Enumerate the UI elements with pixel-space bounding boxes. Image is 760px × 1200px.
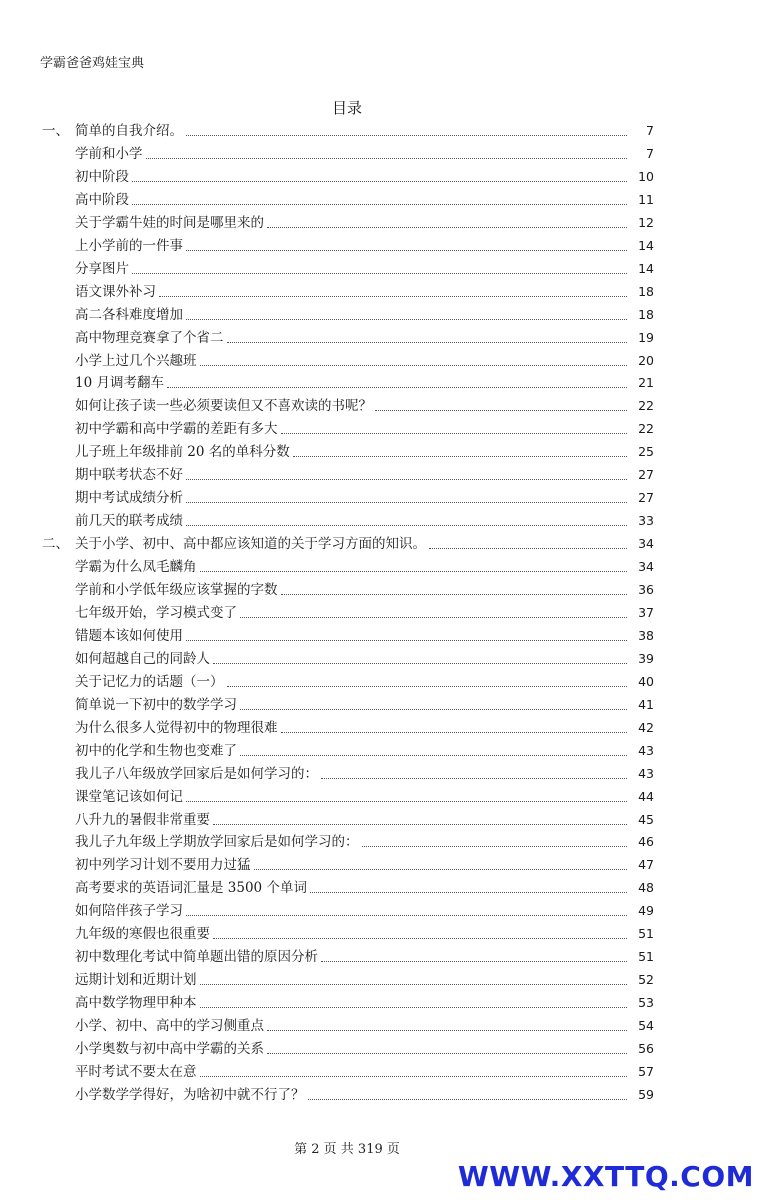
toc-entry-title: 高中阶段 [75,191,129,208]
toc-dot-leader [132,204,627,205]
toc-entry-page: 27 [638,490,654,506]
toc-entry-title: 初中学霸和高中学霸的差距有多大 [75,421,278,438]
toc-dot-leader [267,227,627,228]
toc-entry-page: 34 [638,536,654,552]
toc-entry-title: 八升九的暑假非常重要 [75,811,210,828]
toc-entry[interactable] [75,167,654,187]
toc-entry-page: 21 [638,375,654,391]
toc-entry-page: 36 [638,582,654,597]
toc-dot-leader [146,158,628,159]
toc-entry-page: 49 [638,903,654,919]
toc-entry[interactable] [75,718,654,738]
toc-entry[interactable] [75,580,654,600]
toc-entry[interactable] [75,787,654,807]
toc-entry-page: 48 [638,880,654,896]
toc-entry[interactable] [75,1016,654,1036]
toc-entry-title: 期中联考状态不好 [75,467,183,484]
toc-entry-page: 12 [638,214,654,230]
toc-entry[interactable] [75,396,654,416]
toc-entry-page: 51 [638,949,654,965]
toc-entry-page: 43 [638,765,654,781]
toc-entry-page: 33 [638,513,654,529]
toc-dot-leader [240,709,627,710]
toc-entry[interactable] [75,259,654,279]
toc-entry[interactable] [75,419,654,439]
toc-entry-page: 34 [638,559,654,575]
toc-entry-title: 小学数学学得好，为啥初中就不行了？ [75,1086,305,1103]
toc-dot-leader [200,365,628,366]
toc-entry-page: 37 [638,604,654,620]
toc-entry-title: 错题本该如何使用 [75,627,183,644]
toc-dot-leader [186,250,627,251]
toc-entry[interactable] [75,465,654,485]
toc-entry-page: 46 [638,834,654,850]
toc-dot-leader [186,135,627,136]
toc-dot-leader [213,663,627,664]
toc-entry[interactable] [75,190,654,210]
toc-entry[interactable] [75,442,654,462]
toc-entry-title: 如何让孩子读一些必须要读但又不喜欢读的书呢？ [75,398,372,415]
toc-entry-page: 47 [638,857,654,873]
toc-entry[interactable] [42,534,654,554]
toc-entry[interactable] [75,1062,654,1082]
toc-entry[interactable] [75,993,654,1013]
toc-entry-title: 初中列学习计划不要用力过猛 [75,857,251,874]
toc-entry-page: 11 [638,191,654,207]
toc-entry[interactable] [75,488,654,508]
toc-entry-page: 45 [638,811,654,827]
toc-dot-leader [186,915,627,916]
toc-entry[interactable] [75,373,654,393]
toc-entry-title: 学前和小学 [75,145,143,162]
toc-dot-leader [267,1053,627,1054]
toc-dot-leader [186,801,627,802]
toc-entry-page: 7 [646,145,654,161]
toc-entry-page: 41 [638,696,654,712]
toc-entry-page: 20 [638,352,654,368]
toc-entry[interactable] [75,328,654,348]
toc-entry-title: 为什么很多人觉得初中的物理很难 [75,719,278,736]
toc-dot-leader [321,778,627,779]
toc-entry-page: 22 [638,398,654,414]
toc-entry-page: 38 [638,627,654,643]
toc-entry-page: 27 [638,467,654,483]
toc-entry[interactable] [75,832,654,852]
toc-entry[interactable] [75,1085,654,1105]
toc-entry[interactable] [75,855,654,875]
toc-entry-page: 18 [638,283,654,299]
toc-entry[interactable] [75,741,654,761]
toc-entry[interactable] [75,305,654,325]
toc-entry[interactable] [75,1039,654,1059]
toc-entry-page: 44 [638,788,654,804]
toc-entry-title: 学霸为什么凤毛麟角 [75,559,197,576]
toc-entry-number: 二、 [42,536,69,553]
toc-entry-title: 平时考试不要太在意 [75,1063,197,1080]
toc-entry-page: 54 [638,1018,654,1034]
toc-entry-page: 40 [638,673,654,689]
toc-dot-leader [186,525,627,526]
toc-dot-leader [200,984,628,985]
toc-dot-leader [186,640,627,641]
toc-entry-page: 53 [638,995,654,1011]
header-title: 学霸爸爸鸡娃宝典 [40,56,145,71]
toc-entry-title: 小学、初中、高中的学习侧重点 [75,1018,264,1035]
toc-entry-title: 课堂笔记该如何记 [75,788,183,805]
toc-entry-title: 关于小学、初中、高中都应该知道的关于学习方面的知识。 [75,536,426,553]
toc-dot-leader [200,571,628,572]
toc-entry[interactable] [75,626,654,646]
toc-dot-leader [132,273,627,274]
toc-entry-title: 高二各科难度增加 [75,306,183,323]
toc-entry-page: 43 [638,742,654,758]
toc-entry[interactable] [75,970,654,990]
toc-dot-leader [429,548,627,549]
toc-dot-leader [293,456,627,457]
toc-entry[interactable] [75,282,654,302]
toc-dot-leader [200,1076,628,1077]
toc-entry-page: 51 [638,926,654,942]
toc-dot-leader [362,846,628,847]
toc-entry-page: 59 [638,1086,654,1102]
toc-dot-leader [200,1007,628,1008]
toc-entry[interactable] [75,695,654,715]
toc-dot-leader [308,1099,628,1100]
toc-dot-leader [159,296,627,297]
toc-entry-title: 学前和小学低年级应该掌握的字数 [75,582,278,598]
toc-entry[interactable] [75,213,654,233]
toc-entry[interactable] [75,901,654,921]
toc-entry-page: 42 [638,719,654,735]
toc-entry-title: 小学上过几个兴趣班 [75,352,197,369]
toc-dot-leader [227,342,628,343]
toc-entry-page: 18 [638,306,654,322]
toc-entry-title: 关于学霸牛娃的时间是哪里来的 [75,214,264,231]
toc-entry-title: 如何陪伴孩子学习 [75,903,183,920]
toc-dot-leader [132,181,627,182]
toc-title: 目录 [331,99,362,117]
toc-dot-leader [281,433,628,434]
toc-entry[interactable] [75,144,654,164]
toc-dot-leader [240,755,627,756]
toc-entry-title: 上小学前的一件事 [75,237,183,254]
toc-entry[interactable] [75,351,654,371]
toc-entry-title: 初中数理化考试中简单题出错的原因分析 [75,949,318,966]
toc-entry-title: 高中数学物理甲种本 [75,995,197,1012]
toc-entry-title: 儿子班上年级排前 20 名的单科分数 [75,444,290,461]
toc-dot-leader [227,686,628,687]
toc-entry[interactable] [75,947,654,967]
toc-entry-page: 22 [638,421,654,437]
toc-dot-leader [213,938,627,939]
watermark: WWW.XXTTQ.COM [457,1160,754,1193]
toc-dot-leader [267,1030,627,1031]
toc-entry[interactable] [75,511,654,531]
toc-entry[interactable] [75,878,654,898]
toc-dot-leader [254,869,628,870]
toc-dot-leader [167,387,627,388]
toc-entry-page: 7 [646,123,654,138]
footer-page-number: 第 2 页 共 319 页 [294,1142,400,1157]
toc-entry-page: 10 [638,168,654,184]
toc-entry-page: 25 [638,444,654,460]
toc-entry-title: 七年级开始，学习模式变了 [75,604,237,621]
toc-dot-leader [186,479,627,480]
toc-entry-page: 39 [638,650,654,666]
toc-entry-title: 小学奥数与初中高中学霸的关系 [75,1041,264,1057]
toc-entry-title: 我儿子九年级上学期放学回家后是如何学习的： [75,834,359,851]
toc-entry-title: 分享图片 [75,260,129,277]
toc-entry[interactable] [75,810,654,830]
toc-entry[interactable] [75,672,654,692]
toc-entry-title: 期中考试成绩分析 [75,490,183,507]
toc-entry-title: 如何超越自己的同龄人 [75,650,210,667]
toc-entry-page: 19 [638,329,654,345]
toc-entry-page: 57 [638,1063,654,1079]
toc-entry[interactable] [75,649,654,669]
toc-entry-title: 关于记忆力的话题（一） [75,673,224,690]
toc-entry-title: 我儿子八年级放学回家后是如何学习的： [75,765,318,782]
toc-entry-title: 高考要求的英语词汇量是 3500 个单词 [75,880,307,897]
toc-entry-number: 一、 [42,123,69,139]
toc-entry-title: 简单说一下初中的数学学习 [75,696,237,713]
toc-entry-page: 14 [638,260,654,276]
toc-entry-page: 14 [638,237,654,253]
toc-dot-leader [375,410,627,411]
toc-entry-title: 远期计划和近期计划 [75,972,197,989]
toc-entry-title: 初中的化学和生物也变难了 [75,742,237,759]
toc-entry[interactable] [75,764,654,784]
toc-entry-title: 简单的自我介绍。 [75,123,183,139]
toc-dot-leader [281,594,628,595]
toc-entry-title: 前几天的联考成绩 [75,513,183,530]
toc-dot-leader [281,732,628,733]
toc-dot-leader [213,824,627,825]
toc-dot-leader [186,319,627,320]
toc-dot-leader [321,961,627,962]
toc-entry[interactable] [42,121,654,141]
toc-entry[interactable] [75,557,654,577]
toc-entry-title: 语文课外补习 [75,283,156,300]
toc-entry-page: 56 [638,1041,654,1056]
toc-dot-leader [310,892,627,893]
toc-entry[interactable] [75,603,654,623]
toc-entry-page: 52 [638,972,654,988]
toc-entry[interactable] [75,924,654,944]
toc-entry-title: 高中物理竞赛拿了个省二 [75,329,224,346]
toc-entry[interactable] [75,236,654,256]
toc-entry-title: 初中阶段 [75,168,129,185]
toc-entry-title: 10 月调考翻车 [75,375,164,392]
toc-dot-leader [186,502,627,503]
toc-entry-title: 九年级的寒假也很重要 [75,926,210,943]
toc-dot-leader [240,617,627,618]
